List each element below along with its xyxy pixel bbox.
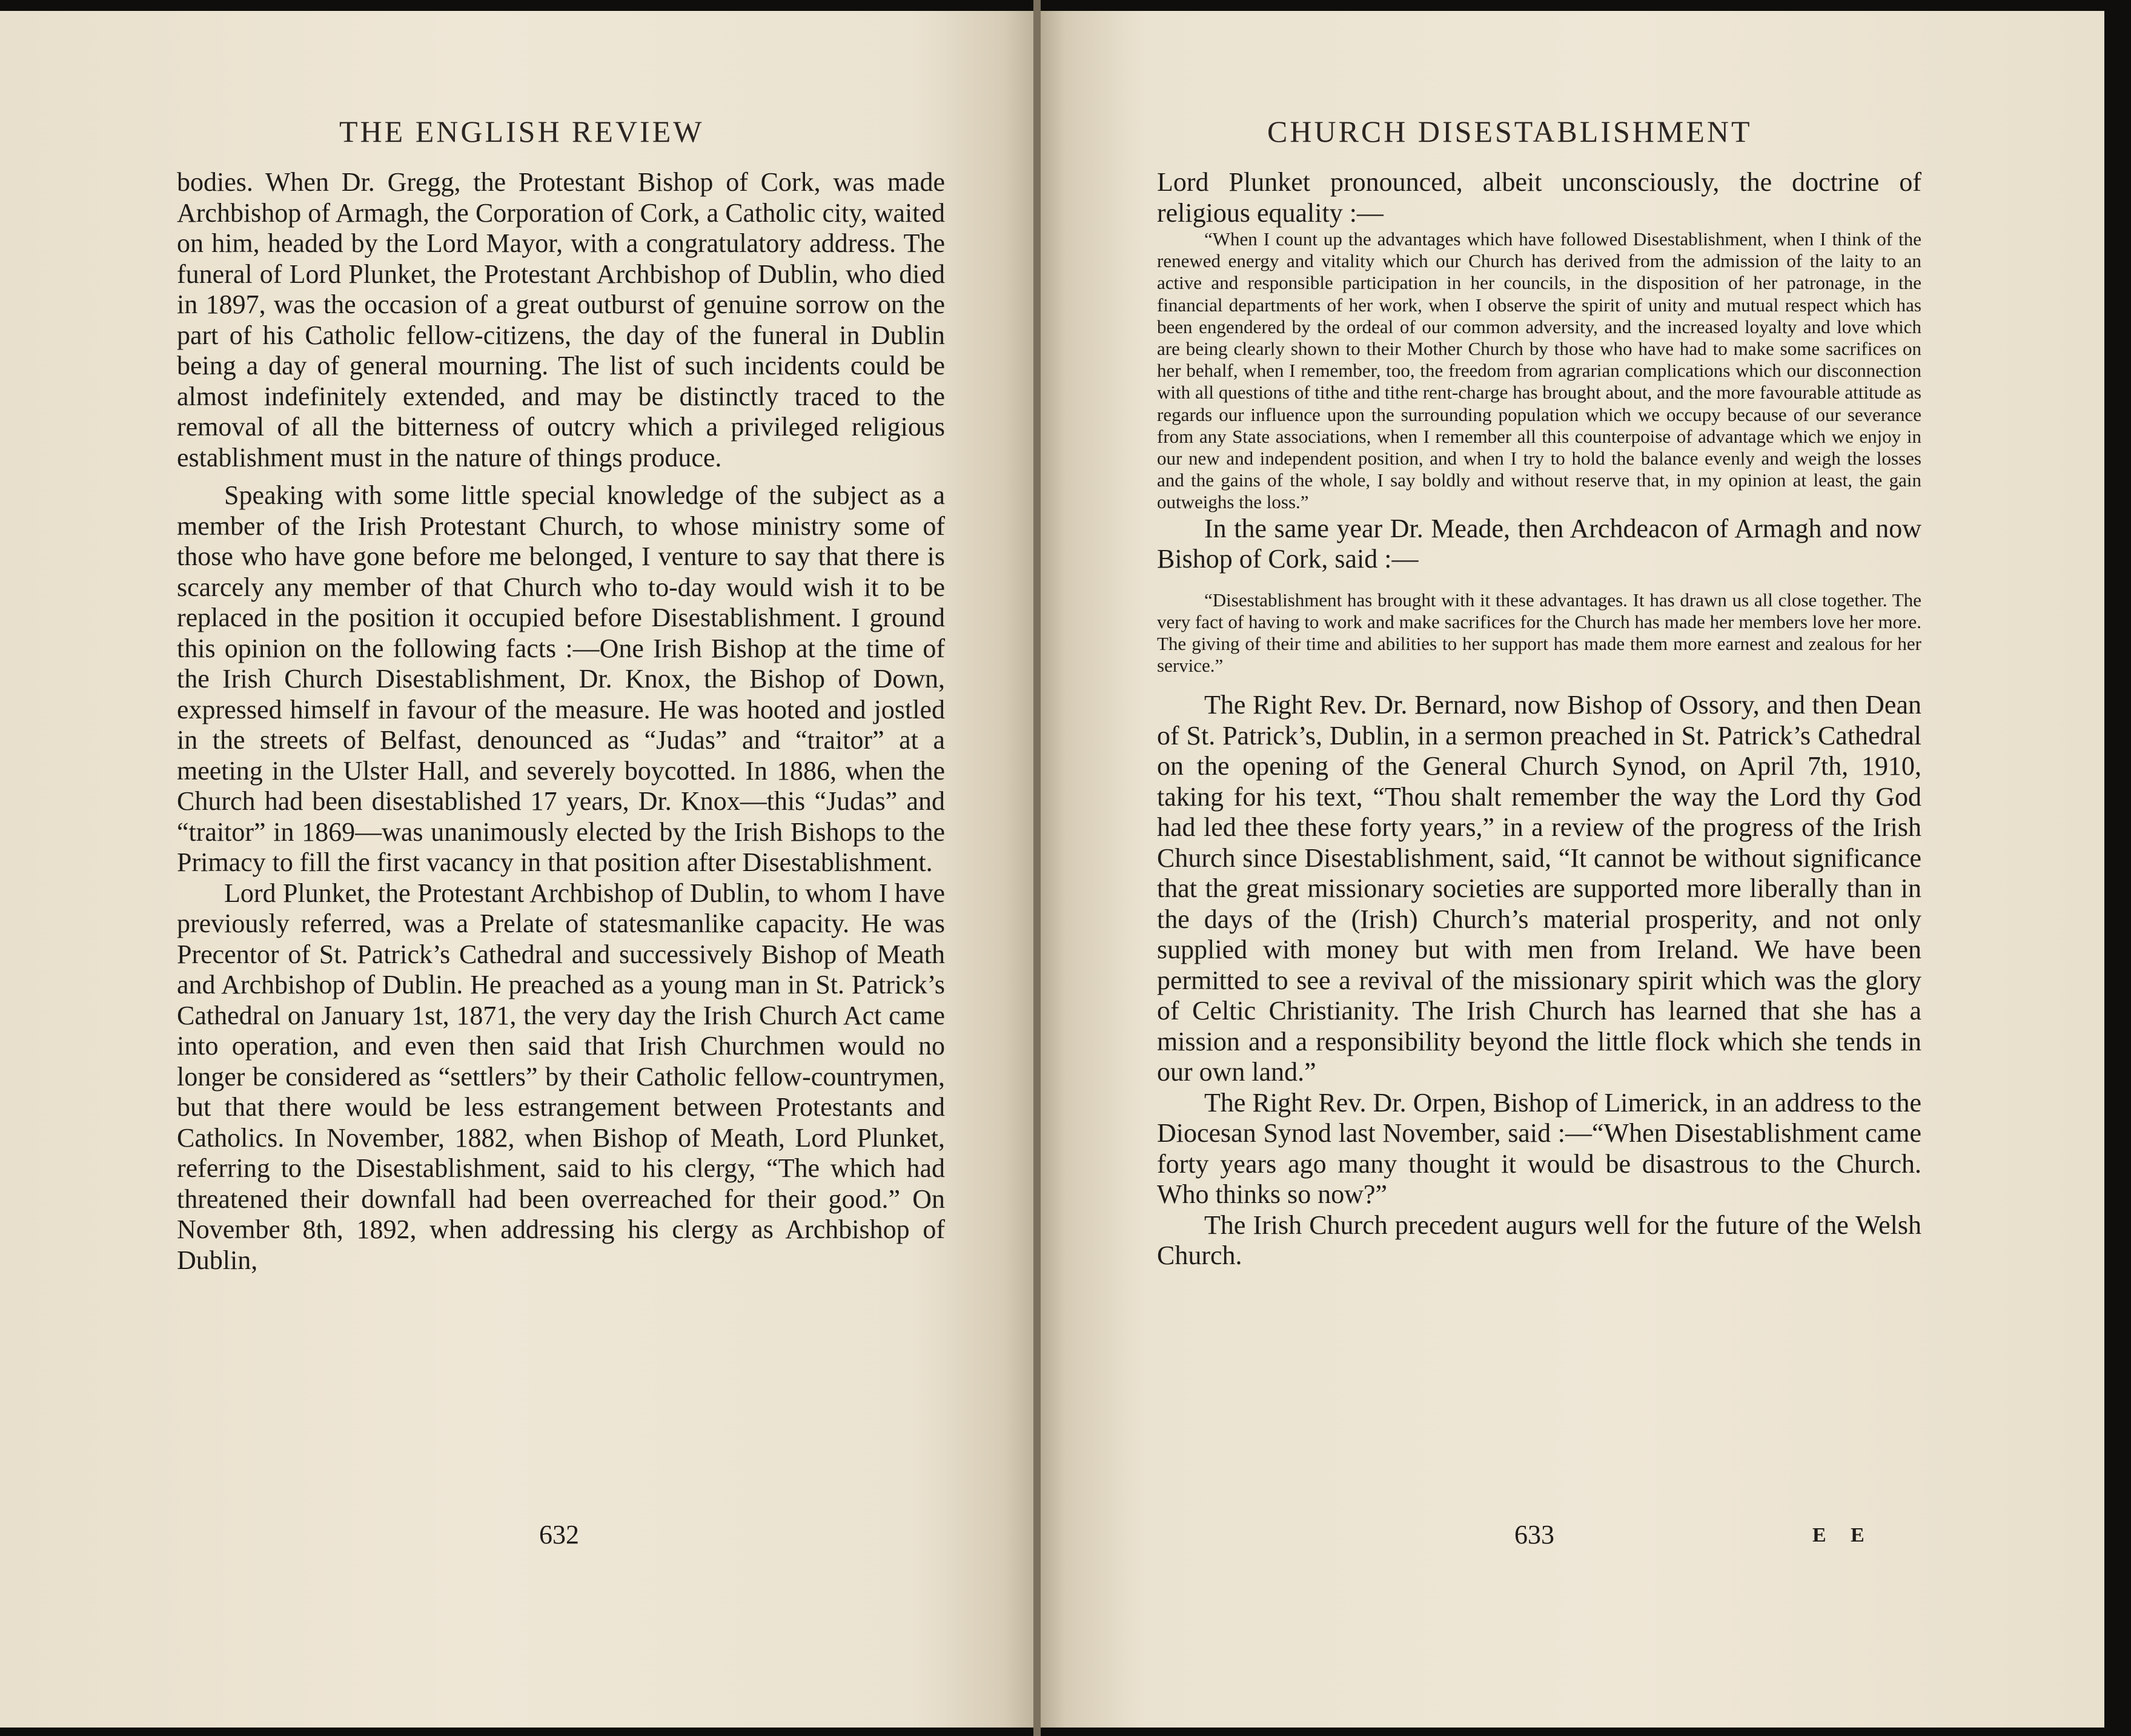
paragraph: In the same year Dr. Meade, then Archdeacon of Armagh and now Bishop of Cork, said :— (1157, 513, 1921, 574)
right-running-head: CHURCH DISESTABLISHMENT (1267, 114, 1752, 148)
paragraph: The Right Rev. Dr. Orpen, Bishop of Limerick, in an address to the Diocesan Synod last November, said :—“When Disestablishment came forty years ago many thought it would be disastrous to the Church. Who thinks so now?” (1157, 1087, 1921, 1210)
paragraph: Speaking with some little special knowledge of the subject as a member of the Irish Protestant Church, to whose ministry some of those who have gone before me belonged, I venture to say that there is scarcely any member of that Church who to-day would wish it to be replaced in the position it occupied before Disestablishment. I ground this opinion on the following facts :—One Irish Bishop at the time of the Irish Church Disestablishment, Dr. Knox, the Bishop of Down, expressed himself in favour of the measure. He was hooted and jostled in the streets of Belfast, denounced as “Judas” and “traitor” at a meeting in the Ulster Hall, and severely boycotted. In 1886, when the Church had been disestablished 17 years, Dr. Knox—this “Judas” and “traitor” in 1869—was unanimously elected by the Irish Bishops to the Primacy to fill the first vacancy in that position after Disestablishment. (177, 480, 945, 877)
paragraph: Lord Plunket, the Protestant Archbishop of Dublin, to whom I have previously referred, was a Prelate of statesmanlike capacity. He was Precentor of St. Patrick’s Cathedral and successively Bishop of Meath and Archbishop of Dublin. He preached as a young man in St. Patrick’s Cathedral on January 1st, 1871, the very day the Irish Church Act came into operation, and even then said that Irish Churchmen would no longer be considered as “settlers” by their Catholic fellow-countrymen, but that there would be less estrangement between Protestants and Catholics. In November, 1882, when Bishop of Meath, Lord Plunket, referring to the Disestablishment, said to his clergy, “The which had threatened their downfall had been overreached for their good.” On November 8th, 1892, when addressing his clergy as Archbishop of Dublin, (177, 878, 945, 1275)
paragraph: Lord Plunket pronounced, albeit unconsciously, the doctrine of religious equality :— (1157, 167, 1921, 228)
left-page-number: 632 (539, 1520, 579, 1549)
left-text-column (177, 167, 945, 1276)
book-gutter (1033, 0, 1041, 1736)
block-quote: “When I count up the advantages which have followed Disestablishment, when I think of the renewed energy and vitality which our Church has derived from the admission of the laity to an active and responsible participation in her councils, in the disposition of her patronage, in the financial departments of her work, when I observe the spirit of unity and mutual respect which has been engendered by the ordeal of our common adversity, and the increased loyalty and love which are being clearly shown to their Mother Church by those who have had to make some sacrifices on her behalf, when I remember, too, the freedom from agrarian complications which our disconnection with all questions of tithe and tithe rent-charge has brought about, and the more favourable attitude as regards our influence upon the surrounding population which we occupy because of our severance from any State associations, when I remember all this counterpoise of advantage which we enjoy in our new and independent position, and when I try to hold the balance evenly and weigh the losses and the gains of the whole, I say boldly and without reserve that, in my opinion at least, the gain outweighs the loss.” (1157, 228, 1921, 513)
paragraph: The Right Rev. Dr. Bernard, now Bishop of Ossory, and then Dean of St. Patrick’s, Dublin, in a sermon preached in St. Patrick’s Cathedral on the opening of the General Church Synod, on April 7th, 1910, taking for his text, “Thou shalt remember the way the Lord thy God had led thee these forty years,” in a review of the progress of the Irish Church since Disestablishment, said, “It cannot be without significance that the great missionary societies are supported more liberally than in the days of the (Irish) Church’s material prosperity, and not only supplied with money but with men from Ireland. We have been permitted to see a revival of the missionary spirit which was the glory of Celtic Christianity. The Irish Church has learned that she has a mission and a responsibility beyond the little flock which she tends in our own land.” (1157, 690, 1921, 1087)
right-text-column (1157, 167, 1921, 1271)
paragraph: bodies. When Dr. Gregg, the Protestant Bishop of Cork, was made Archbishop of Armagh, the Corporation of Cork, a Catholic city, waited on him, headed by the Lord Mayor, with a congratulatory address. The funeral of Lord Plunket, the Protestant Archbishop of Dublin, who died in 1897, was the occasion of a great outburst of genuine sorrow on the part of his Catholic fellow-citizens, the day of the funeral in Dublin being a day of general mourning. The list of such incidents could be almost indefinitely extended, and may be distinctly traced to the removal of all the bitterness of outcry which a privileged religious establishment must in the nature of things produce. (177, 167, 945, 472)
paragraph: The Irish Church precedent augurs well for the future of the Welsh Church. (1157, 1210, 1921, 1271)
left-running-head: THE ENGLISH REVIEW (339, 114, 704, 148)
signature-mark: E E (1812, 1524, 1874, 1546)
right-page-number: 633 (1514, 1520, 1554, 1549)
block-quote: “Disestablishment has brought with it these advantages. It has drawn us all close together. The very fact of having to work and make sacrifices for the Church has made her members love her more. The giving of their time and abilities to her support has made them more earnest and zealous for her service.” (1157, 589, 1921, 677)
